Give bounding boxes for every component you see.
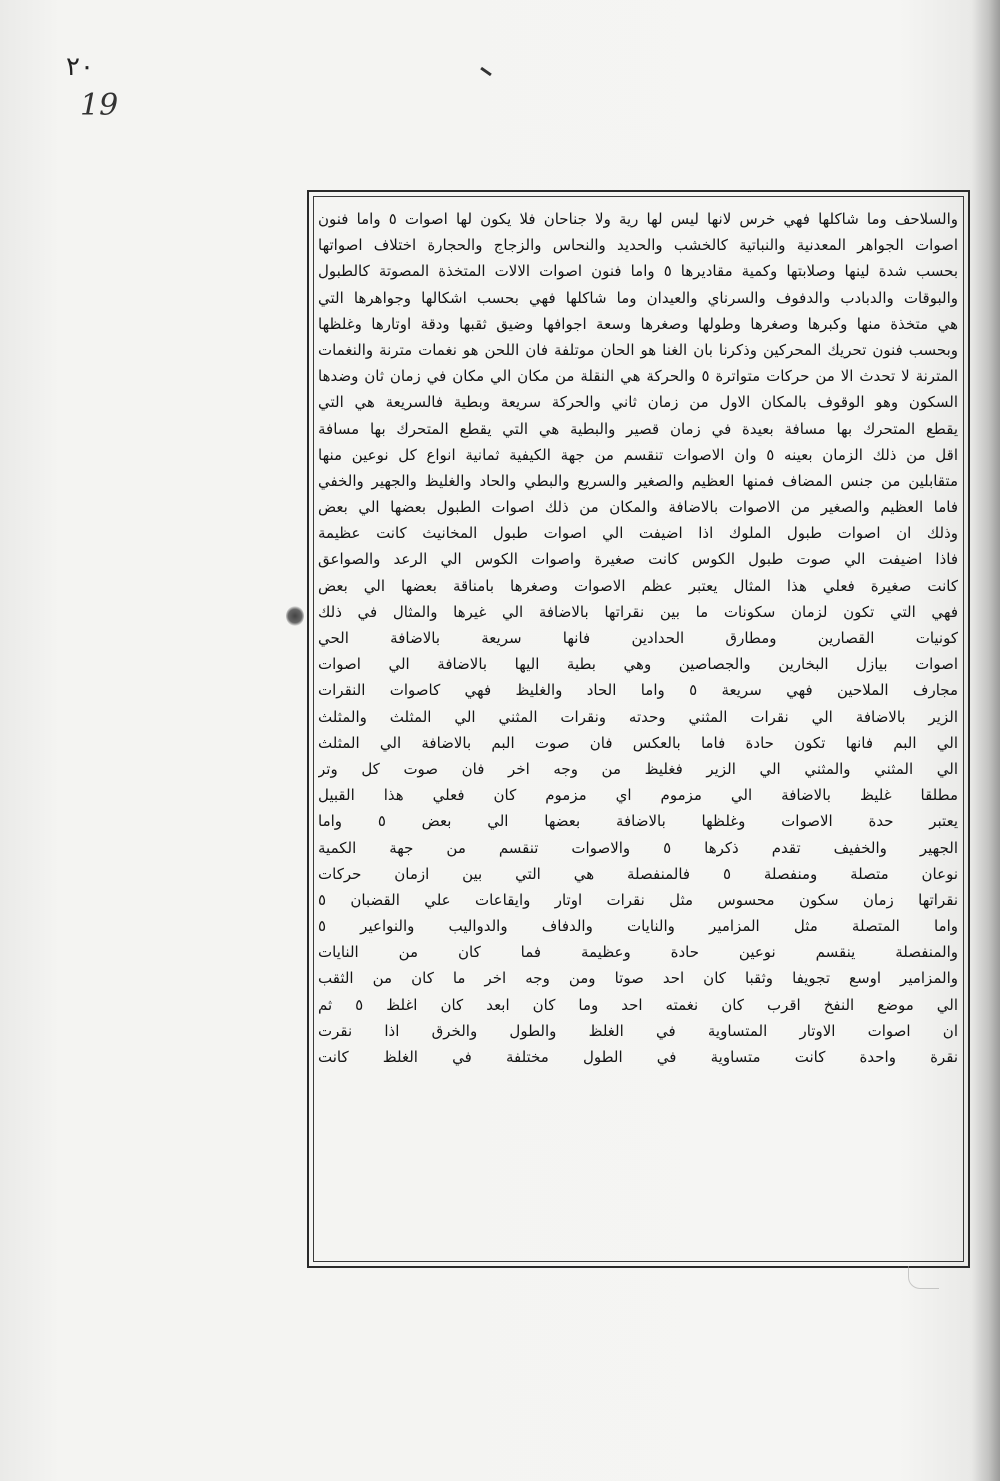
text-line: اقل من ذلك الزمان بعينه ٥ وان الاصوات تنقسم من جهة الكيفية ثمانية انواع كل نوعين منها [318, 445, 958, 464]
text-line: والمنفصلة ينقسم نوعين حادة وعظيمة فما كان من النايات [318, 943, 958, 962]
text-line: وبحسب فنون تحريك المحركين وذكرنا بان الغنا هو الحان موتلفة فان اللحن هو نغمات مترنة والنغمات [318, 340, 958, 359]
text-line: نوعان متصلة ومنفصلة ٥ فالمنفصلة هي التي بين ازمان حركات [318, 864, 958, 883]
text-line: كانت صغيرة فعلي هذا المثال يعتبر عظم الاصوات وصغرها بامناقة بعضها الي بعض [318, 576, 958, 595]
margin-mark [908, 1266, 939, 1289]
text-line: اصوات الجواهر المعدنية والنباتية كالخشب والحديد والنحاس والزجاج والحجارة اختلاف اصواتها [318, 236, 958, 255]
text-line: مجارف الملاحين فهي سريعة ٥ واما الحاد والغليظ فهي كاصوات النقرات [318, 681, 958, 700]
text-line: والسلاحف وما شاكلها فهي خرس لانها ليس لها رية ولا جناحان فلا يكون لها اصوات ٥ واما فنون [318, 210, 958, 228]
text-line: ان اصوات الاوتار المتساوية في الغلظ والطول والخرق اذا نقرت [318, 1021, 958, 1040]
text-line: يعتبر حدة الاصوات وغلظها بالاضافة بعضها الي بعض ٥ واما [318, 812, 958, 831]
text-line: فاذا اضيفت الي صوت طبول الكوس كانت صغيرة واصوات الكوس الي الرعد والصواعق [318, 550, 958, 569]
text-line: الي موضع النفخ اقرب كان نغمته احد وما كان ابعد كان اغلظ ٥ ثم [318, 995, 958, 1014]
text-line: مطلقا غليظ بالاضافة الي مزموم اي مزموم كان فعلي هذا القبيل [318, 786, 958, 805]
text-line: الجهير والخفيف تقدم ذكرها ٥ والاصوات تنقسم من جهة الكمية [318, 838, 958, 857]
ink-stain [286, 606, 304, 626]
manuscript-text-block [318, 206, 958, 1256]
text-line: الي البم فانها تكون حادة فاما بالعكس فان صوت البم بالاضافة الي المثلث [318, 733, 958, 752]
text-line: وذلك ان اصوات طبول الملوك اذا اضيفت الي اصوات طبول المخانيث كانت عظيمة [318, 524, 958, 543]
text-line: هي متخذة منها وكبرها وصغرها وطولها وصغرها وسعة اجوافها وضيق ثقبها ودقة اوتارها وغلظها [318, 314, 958, 333]
text-line: فاما العظيم والصغير من الاصوات بالاضافة والمكان من ذلك اصوات الطبول بعضها الي بعض [318, 498, 958, 517]
text-line: والبوقات والدبادب والدفوف والسرناي والعيدان وما شاكلها فهي بحسب اشكالها وجواهرها التي [318, 288, 958, 307]
text-line: فهي التي تكون لزمان سكونات ما بين نقراتها بالاضافة الي غيرها والمثال في ذلك [318, 602, 958, 621]
text-line: اصوات بيازل البخارين والجصاصين وهي بطية اليها بالاضافة الي اصوات [318, 655, 958, 674]
text-line: نقرة واحدة كانت متساوية في الطول مختلفة في الغلظ كانت [318, 1048, 958, 1066]
folio-number-arabic: ٢٠ [66, 52, 94, 82]
text-line: المترنة لا تحدث الا من حركات متواترة ٥ والحركة هي النقلة من مكان الي مكان في زمان ثان وضدها [318, 367, 958, 386]
text-line: الي المثني والمثني الي الزير فغليظ من وجه اخر فان صوت كل وتر [318, 759, 958, 778]
text-line: يقطع المتحرك بها مسافة بعيدة في زمان قصير والبطية هي التي يقطع المتحرك بها مسافة [318, 419, 958, 438]
text-line: متقابلين من جنس المضاف فمنها العظيم والصغير والسريع والبطي والحاد والغليظ والجهير والخفي [318, 471, 958, 490]
text-line: الزير بالاضافة الي نقرات المثني وحدته ونقرات المثني الي المثلث والمثلث [318, 707, 958, 726]
text-line: والمزامير اوسع تجويفا وثقبا كان احد صوتا ومن وجه اخر ما كان من الثقب [318, 969, 958, 988]
binding-shadow [972, 0, 1000, 1481]
text-line: السكون وهو الوقوف بالمكان الاول من زمان ثاني والحركة سريعة وبطية فالسريعة هي التي [318, 393, 958, 412]
ink-mark [480, 67, 492, 76]
text-line: نقراتها زمان سكون محسوس مثل نقرات اوتار وايقاعات علي القضبان ٥ [318, 890, 958, 909]
text-line: بحسب شدة لينها وصلابتها وكمية مقاديرها ٥ واما فنون اصوات الالات المتخذة المصوتة كالطبول [318, 262, 958, 281]
text-line: واما المتصلة مثل المزامير والنايات والدفاف والدواليب والنواعير ٥ [318, 917, 958, 936]
folio-number-pencil: 19 [80, 88, 119, 123]
text-line: كونيات القصارين ومطارق الحدادين فانها سريعة بالاضافة الحي [318, 629, 958, 647]
